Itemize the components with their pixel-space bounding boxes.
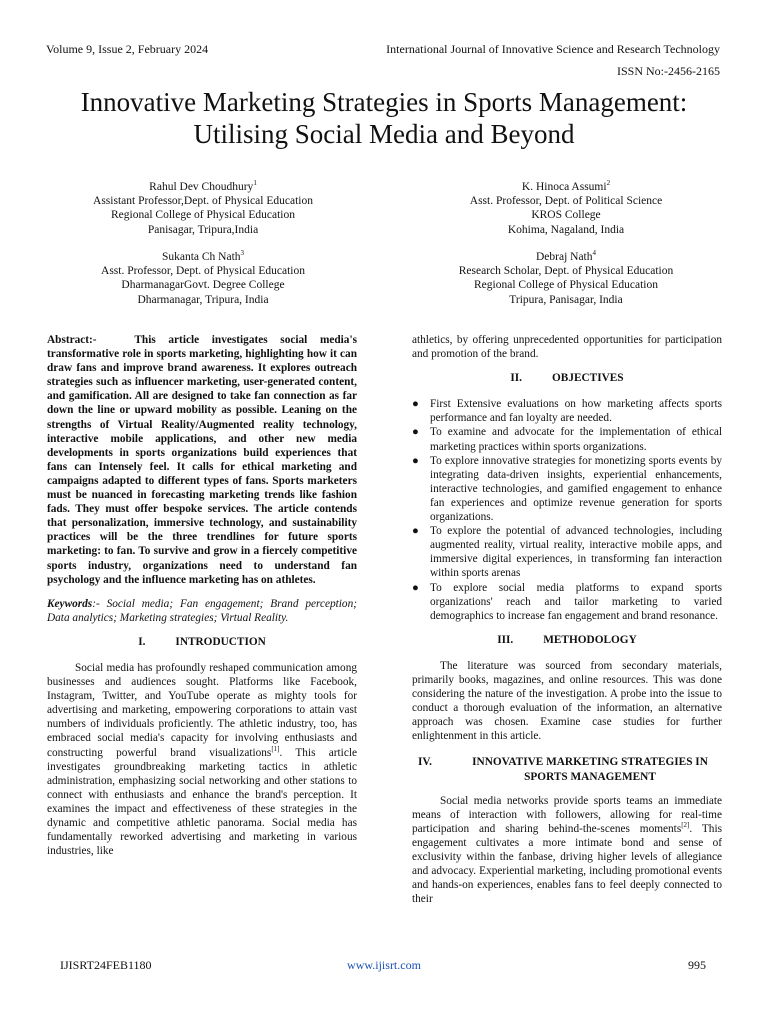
author-name: Rahul Dev Choudhury	[149, 181, 254, 193]
author-sup: 3	[240, 249, 245, 258]
author-name: K. Hinoca Assumi	[521, 181, 607, 193]
author-1	[38, 180, 368, 237]
keywords-label: Keywords	[47, 597, 93, 610]
list-item: ● To explore the potential of advanced technologies, including augmented reality, virtual reality, interactive mobile apps, and immersive digital experiences, in transforming fan interaction within sports arenas	[412, 525, 722, 580]
section-heading-methodology: III. METHODOLOGY	[497, 633, 637, 646]
list-item: ● To examine and advocate for the implementation of ethical marketing practices within sports organizations.	[412, 426, 722, 453]
left-column	[47, 333, 357, 868]
list-item: ● To explore social media platforms to expand sports organizations' reach and tailor marketing to varied demographics to increase fan engagement and brand resonance.	[412, 581, 722, 622]
volume-info: Volume 9, Issue 2, February 2024	[46, 42, 209, 56]
journal-url-link[interactable]: www.ijisrt.com	[347, 958, 421, 972]
author-affiliation: Regional College of Physical Education	[474, 279, 658, 292]
author-affiliation: DharmanagarGovt. Degree College	[121, 279, 285, 292]
author-affiliation: Regional College of Physical Education	[111, 209, 295, 222]
abstract	[47, 333, 357, 587]
bullet-icon: ●	[412, 398, 419, 411]
intro-continuation: athletics, by offering unprecedented opportunities for participation and promotion of the brand.	[412, 334, 722, 361]
bullet-icon: ●	[412, 581, 419, 594]
page-number: 995	[688, 958, 706, 972]
section-heading-strategies: IV. INNOVATIVE MARKETING STRATEGIES IN SPORTS MANAGEMENT	[418, 756, 708, 783]
citation-ref: [1]	[271, 744, 280, 753]
author-affiliation: Kohima, Nagaland, India	[507, 223, 625, 236]
author-sup: 4	[592, 249, 597, 258]
author-4	[401, 250, 731, 307]
author-affiliation: Research Scholar, Dept. of Physical Education	[458, 265, 674, 278]
abstract-text: This article investigates social media's transformative role in sports marketing, highlighting how it can draw fans and improve brand awareness. It explores outreach strategies such as influencer marketing, user-generated content, and gamification. All are designed to take fan connection as far down the line or upward mobility as possible. Leaning on the strengths of Virtual Reality/Augmented reality technology, interactive mobile applications, and other new media developments in sports organizations build experiences that fans can Intensely feel. It calls for ethical marketing and campaigns adapted to different types of fans. Sports marketers must be nuanced in forecasting marketing trends like fashion fads. They must offer bespoke services. The article contends that personalization, immersive technology, and sustainability practices will be the three trendlines for future sports marketing: to fan. To survive and grow in a fiercely competitive sports industry, organizations need to understand fan psychology and the influence marketing has on athletes.	[47, 334, 357, 586]
author-3	[38, 250, 368, 307]
author-sup: 1	[253, 179, 257, 188]
footer-center	[0, 958, 768, 973]
author-name: Debraj Nath	[535, 251, 593, 263]
abstract-label: Abstract:-	[47, 334, 97, 346]
bullet-icon: ●	[412, 454, 419, 467]
author-name: Sukanta Ch Nath	[161, 251, 241, 263]
methodology-paragraph: The literature was sourced from secondary materials, primarily books, magazines, and online resources. This was done considering the nature of the investigation. A probe into the issue to conduct a thorough evaluation of the information, an alternative approach was chosen. Examine case studies for further enlightenment in this article.	[412, 659, 722, 743]
paper-title: Innovative Marketing Strategies in Sports Management: Utilising Social Media and Beyond	[80, 87, 688, 149]
author-sup: 2	[606, 179, 611, 188]
author-affiliation: Asst. Professor, Dept. of Political Science	[469, 195, 663, 208]
author-affiliation: Asst. Professor, Dept. of Physical Education	[101, 265, 305, 278]
section-heading-objectives: II. OBJECTIVES	[510, 372, 624, 385]
keywords	[47, 597, 357, 625]
list-item: ● First Extensive evaluations on how marketing affects sports performance and fan loyalty are needed.	[412, 398, 722, 425]
citation-ref: [2]	[681, 821, 690, 830]
keywords-text: :- Social media; Fan engagement; Brand perception; Data analytics; Marketing strategies; Virtual Reality.	[47, 597, 357, 624]
list-item: ● To explore innovative strategies for monetizing sports events by integrating data-driven insights, experiential enhancements, interactive technologies, and gamified engagement to enhance fan experiences and optimize revenue generation for sports organizations.	[412, 454, 722, 524]
author-affiliation: KROS College	[531, 209, 601, 222]
bullet-icon: ●	[412, 426, 419, 439]
author-affiliation: Tripura, Panisagar, India	[509, 293, 623, 306]
right-column	[412, 333, 722, 916]
journal-name: International Journal of Innovative Science and Research Technology	[386, 42, 720, 56]
objectives-list	[412, 397, 722, 623]
bullet-icon: ●	[412, 525, 419, 538]
strategies-paragraph: Social media networks provide sports teams an immediate means of interaction with followers, allowing for real-time participation and sharing behind-the-scenes moments[2]. This engagement cultivates a more intimate bond and sense of exclusivity within the fanbase, driving higher levels of allegiance and advocacy. Experiential marketing, including promotional events and hands-on experiences, enables fans to feel deeply connected to their	[412, 794, 722, 906]
author-affiliation: Assistant Professor,Dept. of Physical Education	[93, 195, 313, 208]
issn: ISSN No:-2456-2165	[616, 64, 720, 78]
paper-id: IJISRT24FEB1180	[60, 958, 152, 972]
author-affiliation: Dharmanagar, Tripura, India	[137, 293, 269, 306]
section-heading-introduction: I. INTRODUCTION	[138, 635, 266, 648]
author-2	[401, 180, 731, 237]
author-affiliation: Panisagar, Tripura,India	[147, 223, 259, 236]
intro-paragraph: Social media has profoundly reshaped communication among businesses and audiences sought. Platforms like Facebook, Instagram, Twitter, and YouTube operate as mighty tools for advertising and marketing, empowering corporations to attain vast numbers of individuals proficiently. The athletic industry, too, has embraced social media's capacity for involving enthusiasts and constructing powerful brand visualizations[1]. This article investigates groundbreaking marketing tactics in athletic administration, emphasizing social networking and other stations to connect with enthusiasts and enhance the brand's perception. It examines the impact and effectiveness of these strategies in the dynamic and competitive athletic panorama. Social media has fundamentally reworked advertising and marketing in various industries, like	[47, 661, 357, 858]
